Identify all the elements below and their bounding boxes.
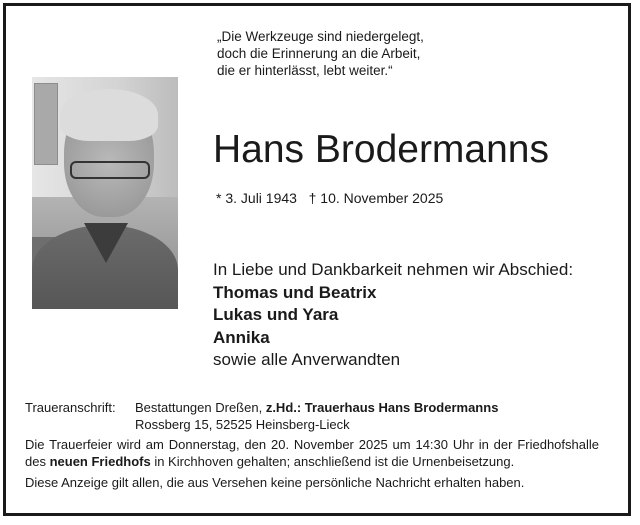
quote-line: doch die Erinnerung an die Arbeit,	[217, 46, 421, 61]
mourner-name: Lukas und Yara	[213, 305, 339, 324]
life-dates	[216, 189, 443, 207]
funeral-info	[25, 436, 599, 470]
portrait-photo	[32, 77, 178, 309]
farewell-intro: In Liebe und Dankbarkeit nehmen wir Abschied:	[213, 260, 574, 279]
cemetery-name: neuen Friedhofs	[49, 454, 151, 469]
address-undertaker: Bestattungen Dreßen,	[135, 400, 266, 415]
notice-footer	[25, 399, 599, 491]
address-label: Traueranschrift:	[25, 400, 116, 415]
funeral-info-text: Die Trauerfeier wird am Donnerstag, den 20. November 2025 um 14:30 Uhr in der Friedhofshalle des	[25, 437, 599, 469]
quote-line: „Die Werkzeuge sind niedergelegt,	[217, 29, 424, 44]
address-attention: z.Hd.: Trauerhaus Hans Brodermanns	[265, 400, 499, 415]
address-line2: Rossberg 15, 52525 Heinsberg-Lieck	[135, 417, 350, 432]
farewell-outro: sowie alle Anverwandten	[213, 350, 401, 369]
birth-date: * 3. Juli 1943	[216, 190, 297, 206]
memorial-quote	[217, 28, 424, 79]
mourner-name: Annika	[213, 327, 270, 347]
mourner-name: Thomas und Beatrix	[213, 282, 377, 302]
address-line1	[135, 399, 498, 416]
funeral-info-text: in Kirchhoven gehalten; anschließend ist die Urnenbeisetzung.	[150, 454, 515, 469]
mourners-block	[213, 259, 573, 372]
death-date: † 10. November 2025	[308, 190, 444, 206]
mourning-address	[25, 399, 599, 416]
notice-note: Diese Anzeige gilt allen, die aus Versehen keine persönliche Nachricht erhalten haben.	[25, 475, 525, 490]
quote-line: die er hinterlässt, lebt weiter.“	[217, 63, 393, 78]
deceased-name: Hans Brodermanns	[213, 128, 549, 171]
